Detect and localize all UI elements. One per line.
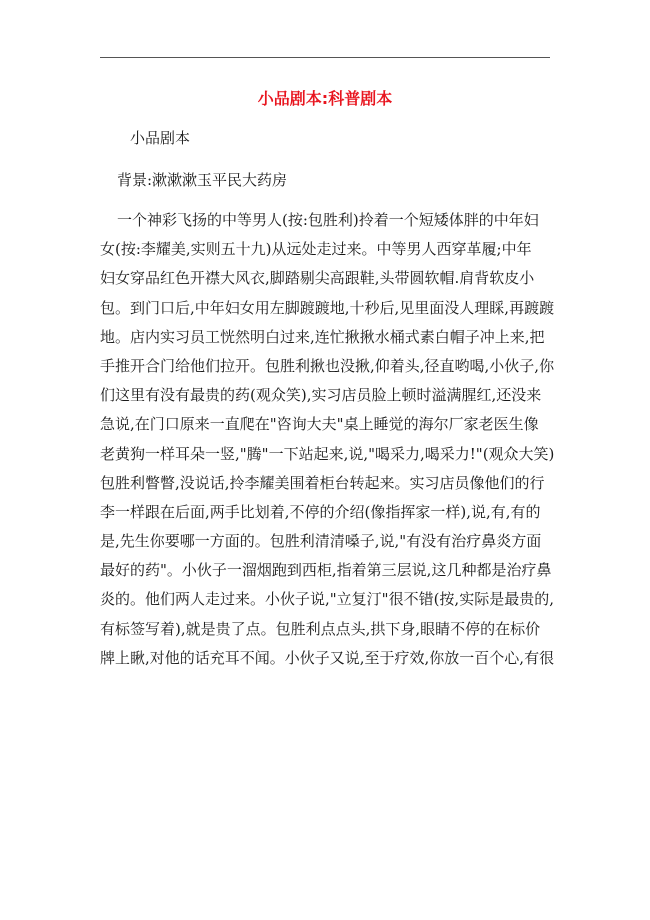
body-line: 炎的。他们两人走过来。小伙子说,"立复汀"很不错(按,实际是最贵的, <box>100 590 554 609</box>
document-title: 小品剧本:科普剧本 <box>257 89 393 108</box>
body-line: 一个神彩飞扬的中等男人(按:包胜利)拎着一个短矮体胖的中年妇 <box>117 211 539 229</box>
body-line: 包。到门口后,中年妇女用左脚踱踱地,十秒后,见里面没人理睬,再踱踱 <box>100 298 555 317</box>
body-line: 牌上瞅,对他的话充耳不闻。小伙子又说,至于疗效,你放一百个心,有很 <box>100 648 555 667</box>
header-rule <box>100 57 550 58</box>
body-line: 最好的药"。小伙子一溜烟跑到西柜,指着第三层说,这几种都是治疗鼻 <box>100 561 552 580</box>
body-line: 手推开合门给他们拉开。包胜利揪也没揪,仰着头,径直哟喝,小伙子,你 <box>100 356 555 375</box>
document-subheading: 小品剧本 <box>130 129 191 147</box>
body-line: 地。店内实习员工恍然明白过来,连忙揪揪水桶式素白帽子冲上来,把 <box>100 327 545 346</box>
body-line: 有标签写着),就是贵了点。包胜利点点头,拱下身,眼睛不停的在标价 <box>100 619 541 638</box>
body-line: 们这里有没有最贵的药(观众笑),实习店员脸上顿时溢满腥红,还没来 <box>100 386 542 405</box>
body-text <box>100 206 555 673</box>
body-line: 李一样跟在后面,两手比划着,不停的介绍(像指挥家一样),说,有,有的 <box>100 502 541 521</box>
body-line: 包胜利瞥瞥,没说话,拎李耀美围着柜台转起来。实习店员像他们的行 <box>100 473 545 492</box>
body-line: 老黄狗一样耳朵一竖,"腾"一下站起来,说,"喝采力,喝采力!"(观众大笑) <box>100 444 555 463</box>
body-line: 是,先生你要哪一方面的。包胜利清清嗓子,说,"有没有治疗鼻炎方面 <box>100 532 542 551</box>
body-line: 急说,在门口原来一直爬在"咨询大夫"桌上睡觉的海尔厂家老医生像 <box>100 415 539 434</box>
body-line: 女(按:李耀美,实则五十九)从远处走过来。中等男人西穿革履;中年 <box>100 240 532 259</box>
body-line: 妇女穿品红色开襟大风衣,脚踏剔尖高跟鞋,头带圆软帽.肩背软皮小 <box>100 269 535 288</box>
setting-line: 背景:漱漱漱玉平民大药房 <box>117 171 288 189</box>
